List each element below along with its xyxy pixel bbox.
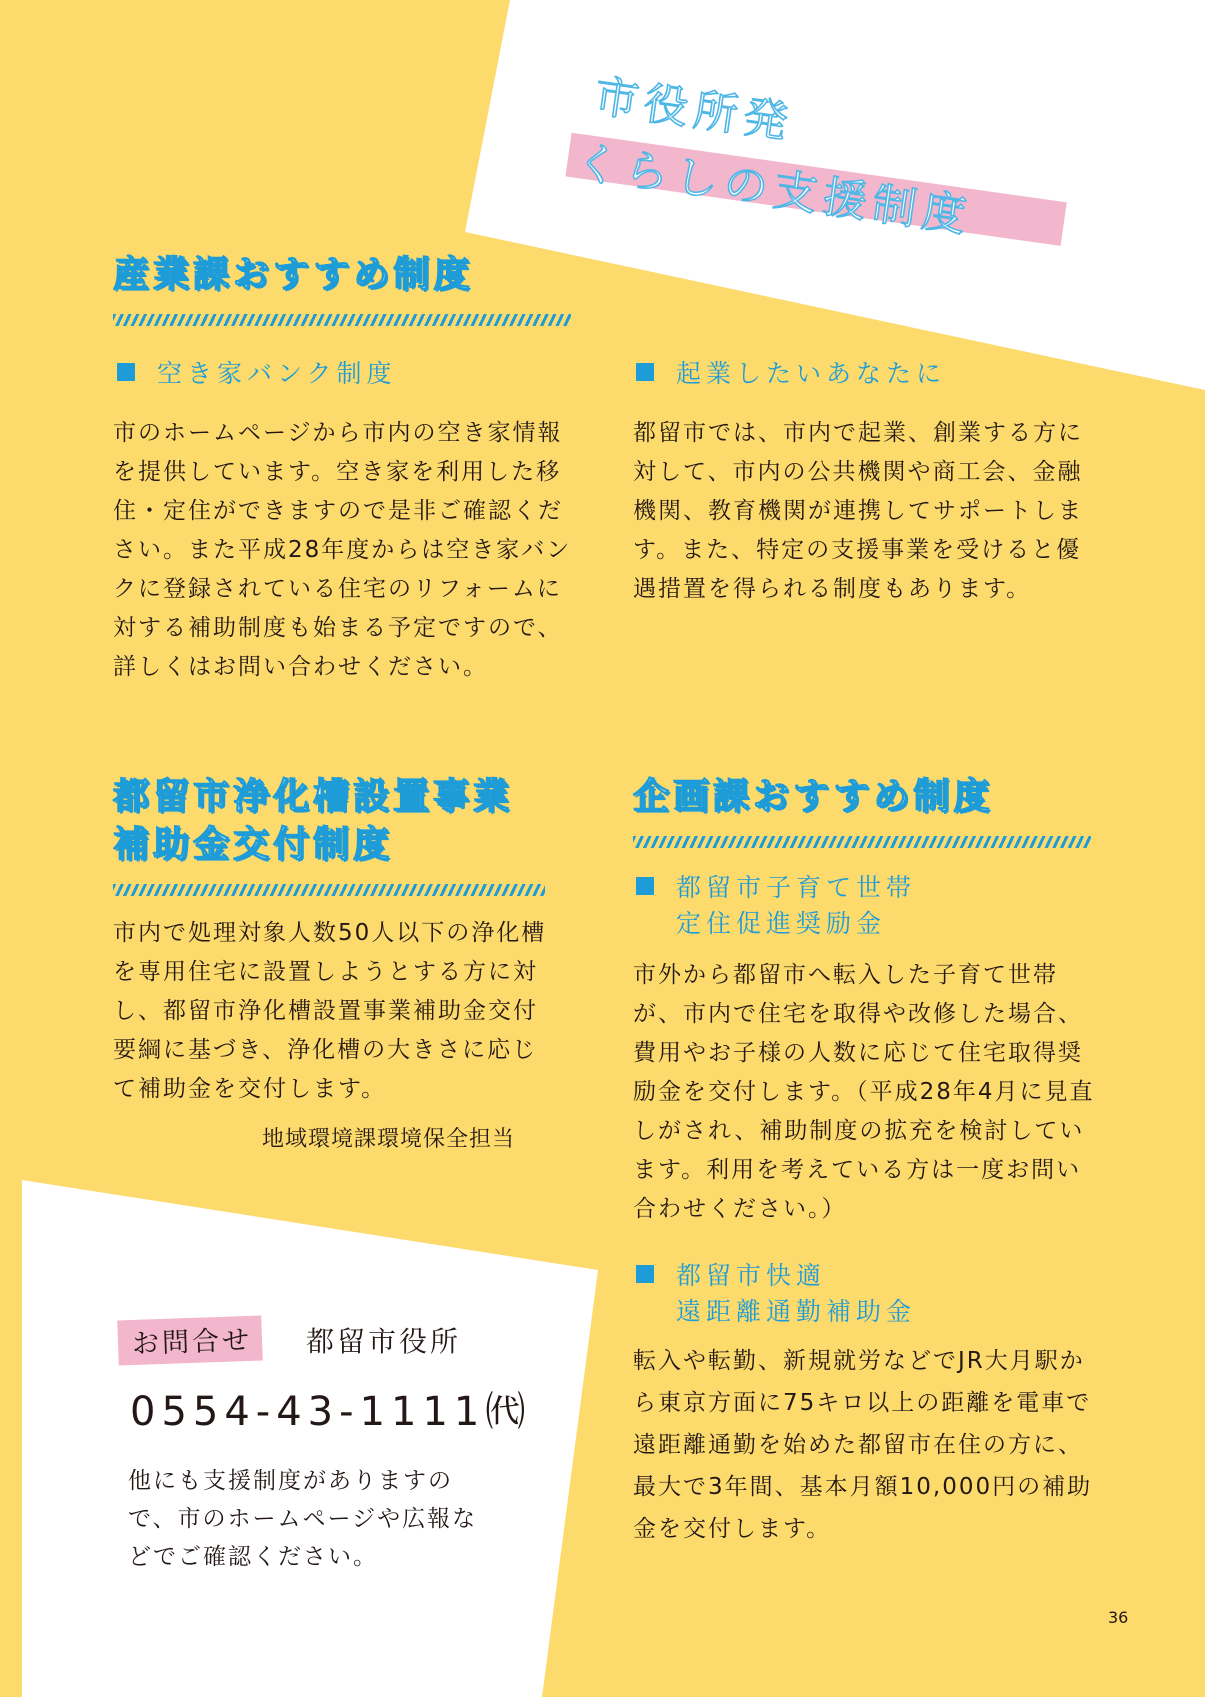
square-bullet-icon	[636, 363, 654, 381]
tsukin-title-line2: 遠距離通勤補助金	[676, 1297, 917, 1326]
bottom-white-panel	[22, 1180, 598, 1697]
kikaku-heading: 企画課おすすめ制度	[633, 776, 994, 817]
akiya-title-text: 空き家バンク制度	[157, 359, 397, 388]
contact-phone: 0554-43-1111㈹	[130, 1389, 532, 1435]
kosodate-title-line1: 都留市子育て世帯	[676, 873, 917, 902]
title-line2-text: くらしの支援制度	[572, 136, 976, 244]
kosodate-body: 市外から都留市へ転入した子育て世帯が、市内で住宅を取得や改修した場合、費用やお子様の人数に応じて住宅取得奨励金を交付します。（平成28年4月に見直しがされ、補助制度の拡充を検討しています。利用を考えている方は一度お問い合わせください。）	[633, 962, 1095, 1222]
contact-org: 都留市役所	[306, 1325, 462, 1358]
kosodate-title-line2: 定住促進奨励金	[676, 909, 887, 938]
contact-label: お問合せ	[117, 1316, 262, 1366]
tsukin-title	[636, 1258, 916, 1330]
akiya-title	[117, 356, 397, 392]
akiya-body: 市のホームページから市内の空き家情報を提供しています。空き家を利用した移住・定住ができますので是非ご確認ください。また平成28年度からは空き家バンクに登録されている住宅のリフォームに対する補助制度も始まる予定ですので、詳しくはお問い合わせください。	[113, 420, 572, 680]
kigyo-body: 都留市では、市内で起業、創業する方に対して、市内の公共機関や商工会、金融機関、教育機関が連携してサポートします。また、特定の支援事業を受けると優遇措置を得られる制度もあります。	[633, 420, 1083, 602]
square-bullet-icon	[636, 1265, 654, 1283]
jokaso-heading-line2: 補助金交付制度	[113, 824, 394, 865]
contact-note: 他にも支援制度がありますので、市のホームページや広報などでご確認ください。	[128, 1468, 478, 1570]
tsukin-title-line1: 都留市快適	[676, 1261, 827, 1290]
jokaso-body: 市内で処理対象人数50人以下の浄化槽を専用住宅に設置しようとする方に対し、都留市浄化槽設置事業補助金交付要綱に基づき、浄化槽の大きさに応じて補助金を交付します。	[113, 920, 547, 1102]
jokaso-dept: 地域環境課環境保全担当	[262, 1127, 516, 1152]
page-number: 36	[1108, 1608, 1129, 1627]
kigyo-title-text: 起業したいあなたに	[676, 359, 947, 388]
kikaku-stripe	[633, 836, 1091, 848]
tsukin-body: 転入や転勤、新規就労などでJR大月駅から東京方面に75キロ以上の距離を電車で遠距離通勤を始めた都留市在住の方に、最大で3年間、基本月額10,000円の補助金を交付します。	[633, 1348, 1093, 1542]
title-line1: 市役所発	[591, 70, 797, 150]
square-bullet-icon	[636, 877, 654, 895]
sangyo-heading: 産業課おすすめ制度	[113, 254, 474, 295]
kigyo-title	[636, 356, 946, 392]
sangyo-stripe	[113, 314, 571, 326]
jokaso-stripe	[113, 884, 545, 896]
jokaso-heading-line1: 都留市浄化槽設置事業	[113, 776, 514, 817]
kosodate-title	[636, 870, 916, 942]
square-bullet-icon	[117, 363, 135, 381]
